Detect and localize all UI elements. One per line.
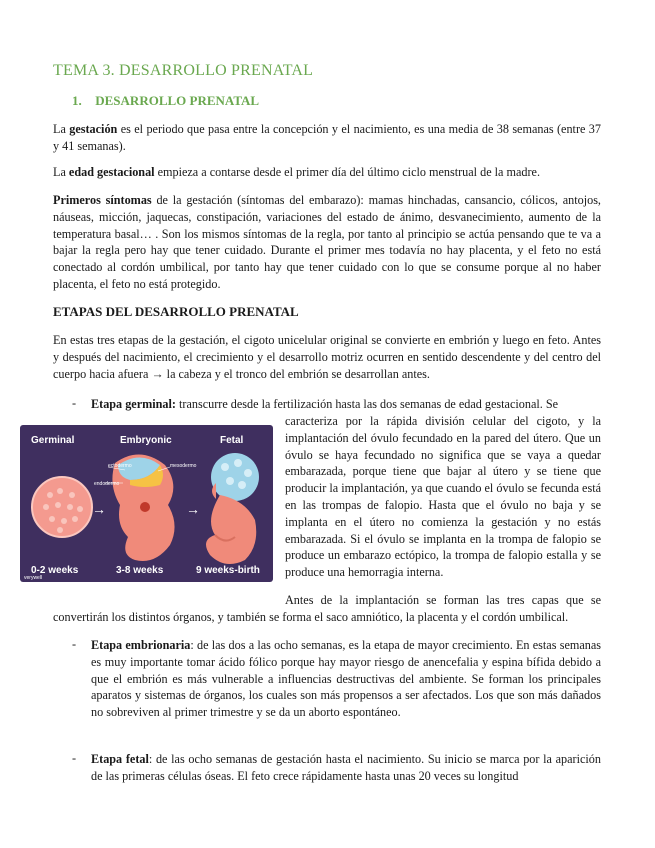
- germinal-wrap-text: caracteriza por la rápida división celular del cigoto, y la implantación del óvulo fecundado en la pared del útero. Que un óvulo se haya fecundado no significa que se vaya a quedar embarazada, porque tiene que bajar al útero y se tiene que producir la implantación, ya que cuando el óvulo se fecunda está en las trompas de falopio. Hasta que el óvulo no baja y se implanta en el útero no comienza la gestación y no estás embarazada. Si el óvulo se implanta en la trompa de falopio se produce un embarazo ectópico, la trompa de falopio estalla y se produce una hemorragia interna.: [285, 414, 601, 580]
- figure-brand-logo: verywell: [24, 575, 43, 581]
- paragraph-etapas-intro: En estas tres etapas de la gestación, el cigoto unicelular original se convierte en embrión y luego en feto. Antes y después del nacimiento, el crecimiento y el desarrollo motriz ocurren en sentido descendente y del centro del cuerpo hacia afuera → la cabeza y el tronco del embrión se desarrollan antes.: [53, 333, 601, 381]
- term-primeros-sintomas: Primeros síntomas: [53, 193, 152, 207]
- label-ectodermo: ectodermo: [108, 463, 132, 469]
- label-mesodermo: mesodermo: [170, 463, 197, 469]
- section-heading: [72, 93, 259, 109]
- p2-text: empieza a contarse desde el primer día del último ciclo menstrual de la madre.: [154, 165, 541, 179]
- bullet-germinal-line1: [91, 396, 601, 413]
- bullet-dash-3: -: [72, 751, 77, 765]
- arrow-icon: →: [186, 501, 200, 517]
- document-title: TEMA 3. DESARROLLO PRENATAL: [53, 62, 314, 79]
- prenatal-stages-figure: [20, 425, 273, 582]
- p1-text: es el periodo que pasa entre la concepción y el nacimiento, es una media de 38 semanas (entre 37 y 41 semanas).: [53, 122, 601, 153]
- etapas-heading: ETAPAS DEL DESARROLLO PRENATAL: [53, 304, 299, 319]
- term-gestacion: gestación: [69, 122, 118, 136]
- term-edad-gestacional: edad gestacional: [68, 165, 155, 179]
- paragraph-primeros-sintomas: [53, 192, 601, 293]
- arrow-icon: →: [92, 501, 106, 517]
- figure-label-embryonic: Embryonic: [120, 435, 172, 446]
- figure-illustration: [20, 425, 273, 582]
- term-etapa-germinal: Etapa germinal:: [91, 397, 176, 411]
- section-label: DESARROLLO PRENATAL: [95, 93, 260, 108]
- term-etapa-embrionaria: Etapa embrionaria: [91, 638, 191, 652]
- paragraph-edad-gestacional: [53, 164, 601, 181]
- embrionaria-text: : de las dos a las ocho semanas, es la etapa de mayor crecimiento. En estas semanas es muy importante tomar ácido fólico porque hay mayor riesgo de anencefalia y espina bífida debido a que el embrión es más vulnerable a influencias destructivas del ambiente. Se forman los principales aparatos y sistemas de órganos, los cuales son más propensos a ser afectados. Los que son más dañados no sobreviven al primer trimestre y se da un aborto espontáneo.: [91, 638, 601, 720]
- figure-label-germinal: Germinal: [31, 435, 75, 446]
- bullet-embrionaria: [91, 637, 601, 721]
- figure-range-embryonic: 3-8 weeks: [116, 565, 164, 576]
- bullet-fetal: [91, 751, 601, 785]
- fetus-drawing: [206, 453, 259, 564]
- germinal-after-text: Antes de la implantación se forman las tres capas que se convertirán los distintos órganos, y también se forma el saco amniótico, la placenta y el cordón umbilical.: [53, 593, 601, 624]
- term-etapa-fetal: Etapa fetal: [91, 752, 149, 766]
- paragraph-gestacion: [53, 121, 601, 155]
- bullet-dash-1: -: [72, 396, 77, 410]
- embryo-drawing: [105, 454, 175, 561]
- bullet-dash-2: -: [72, 637, 77, 651]
- figure-range-germinal: 0-2 weeks: [31, 565, 79, 576]
- germinal-text-first: transcurre desde la fertilización hasta las dos semanas de edad gestacional. Se: [175, 397, 559, 411]
- label-endodermo: endodermo: [94, 481, 120, 487]
- p3-text: de la gestación (síntomas del embarazo): mamas hinchadas, cansancio, cólicos, antojos, náuseas, micción, jaquecas, constipación, variaciones del estado de ánimo, desvanecimiento, aumento de la temperatura basal… . Son los mismos síntomas de la regla, por tanto al principio se actúa pensando que te va a bajar la regla pero hay que tener cuidado. Durante el primer mes todavía no hay placenta, y el feto no está conectado al cordón umbilical, por tanto hay que tener cuidado con lo que se consume porque al no haber placenta, el feto no está protegido.: [53, 193, 601, 291]
- section-number: 1.: [72, 93, 82, 108]
- zygote-cell-drawing: [32, 477, 92, 537]
- figure-label-fetal: Fetal: [220, 435, 244, 446]
- p1-pre: La: [53, 122, 70, 136]
- figure-range-fetal: 9 weeks-birth: [196, 565, 260, 576]
- p2-pre: La: [53, 165, 69, 179]
- fetal-text: : de las ocho semanas de gestación hasta el nacimiento. Su inicio se marca por la aparición de las primeras células óseas. El feto crece rápidamente hasta unas 20 veces su longitud: [91, 752, 601, 783]
